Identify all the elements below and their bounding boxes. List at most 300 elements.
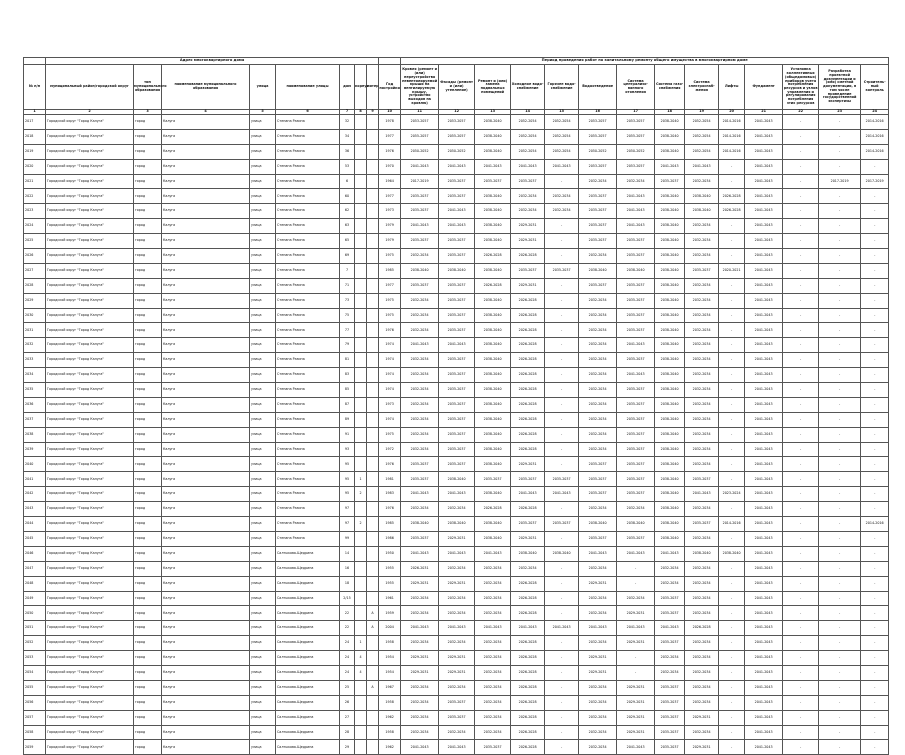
table-cell: 2026-2028 — [511, 397, 545, 412]
table-cell: 2032-2034 — [401, 636, 439, 651]
table-cell: - — [719, 457, 745, 472]
table-cell: 2032-2034 — [475, 680, 511, 695]
table-cell: 2041-2043 — [745, 725, 783, 740]
table-cell: город — [134, 219, 162, 234]
table-cell: 2030 — [24, 308, 46, 323]
table-row — [24, 591, 889, 606]
table-row — [24, 472, 889, 487]
table-cell — [367, 546, 379, 561]
table-cell: 2052-2054 — [685, 129, 719, 144]
table-cell: 2 — [355, 487, 367, 502]
table-cell: 2032-2034 — [685, 368, 719, 383]
table-cell: город — [134, 234, 162, 249]
table-cell: 2050-2052 — [401, 144, 439, 159]
table-cell: 2029-2031 — [617, 680, 655, 695]
table-cell: 2035-2037 — [617, 293, 655, 308]
table-cell: - — [783, 591, 819, 606]
table-cell: 2026-2028 — [511, 606, 545, 621]
column-header: Фасады (ремонт и (или) утепление) — [439, 65, 475, 110]
table-cell — [355, 144, 367, 159]
table-cell: 1964 — [379, 174, 401, 189]
table-cell: - — [545, 576, 579, 591]
table-cell — [355, 427, 367, 442]
table-cell — [367, 397, 379, 412]
table-cell: 1975 — [379, 308, 401, 323]
table-cell: 2023-2024 — [719, 487, 745, 502]
table-cell — [367, 204, 379, 219]
table-cell: 2038-2040 — [655, 517, 685, 532]
table-cell: - — [719, 531, 745, 546]
table-cell: 2035-2037 — [685, 263, 719, 278]
table-cell: 2038-2040 — [401, 263, 439, 278]
table-cell: - — [545, 174, 579, 189]
table-cell: 2035-2037 — [511, 472, 545, 487]
table-cell: 1975 — [379, 427, 401, 442]
table-cell: Городской округ "Город Калуга" — [46, 368, 134, 383]
table-cell: Салтыкова-Щедрина — [276, 725, 340, 740]
table-cell: 1 — [355, 636, 367, 651]
table-cell: 2035-2037 — [655, 591, 685, 606]
table-cell: город — [134, 293, 162, 308]
table-cell: 1970 — [379, 159, 401, 174]
table-cell: 2035-2037 — [475, 472, 511, 487]
table-cell: Салтыкова-Щедрина — [276, 546, 340, 561]
table-cell: 53 — [340, 159, 355, 174]
table-cell: - — [861, 219, 889, 234]
table-cell: - — [719, 636, 745, 651]
table-cell: 2035-2037 — [439, 189, 475, 204]
column-number: 16 — [579, 110, 617, 115]
table-cell — [367, 442, 379, 457]
table-cell: 2032-2034 — [579, 323, 617, 338]
table-cell: 2049 — [24, 591, 46, 606]
table-cell: 2041-2043 — [439, 546, 475, 561]
table-cell: 2035-2037 — [617, 457, 655, 472]
table-cell: город — [134, 368, 162, 383]
table-cell: 2029-2031 — [617, 606, 655, 621]
table-row — [24, 353, 889, 368]
table-cell: 2038-2040 — [475, 353, 511, 368]
table-cell: 2014-2016 — [719, 115, 745, 130]
table-cell: 2041-2043 — [745, 651, 783, 666]
table-cell: 1977 — [379, 278, 401, 293]
table-cell: Калуга — [162, 740, 250, 755]
table-cell: 2032-2034 — [579, 740, 617, 755]
table-cell: - — [719, 725, 745, 740]
table-cell: 2032-2034 — [511, 204, 545, 219]
table-cell: 2032-2034 — [685, 234, 719, 249]
table-cell: Городской округ "Город Калуга" — [46, 531, 134, 546]
table-cell: 2017-2019 — [401, 174, 439, 189]
table-cell: 1958 — [379, 636, 401, 651]
table-row — [24, 189, 889, 204]
table-cell: - — [783, 517, 819, 532]
table-cell: 2035-2037 — [579, 204, 617, 219]
table-cell: 2041-2043 — [745, 353, 783, 368]
table-cell: 1978 — [379, 115, 401, 130]
table-cell: 2041-2043 — [745, 531, 783, 546]
table-cell: 2050-2052 — [439, 144, 475, 159]
table-cell: город — [134, 531, 162, 546]
table-cell: - — [819, 115, 861, 130]
table-cell: 1977 — [379, 129, 401, 144]
table-cell: - — [719, 249, 745, 264]
table-cell: 2032-2034 — [401, 397, 439, 412]
table-cell: город — [134, 561, 162, 576]
table-cell: - — [783, 621, 819, 636]
table-cell: город — [134, 174, 162, 189]
table-cell: 2032-2034 — [579, 442, 617, 457]
table-cell: 2040 — [24, 457, 46, 472]
table-cell: 2026-2028 — [511, 680, 545, 695]
table-cell: 2032-2034 — [401, 710, 439, 725]
table-cell: 65 — [340, 234, 355, 249]
table-cell: Салтыкова-Щедрина — [276, 636, 340, 651]
table-cell: улица — [250, 144, 276, 159]
table-cell: 2053-2057 — [617, 159, 655, 174]
table-cell: 2052-2054 — [685, 115, 719, 130]
table-cell: - — [861, 502, 889, 517]
table-cell: 2035-2037 — [617, 427, 655, 442]
table-cell: - — [783, 472, 819, 487]
table-cell: - — [819, 442, 861, 457]
table-cell: 2041-2043 — [745, 323, 783, 338]
table-cell: 2032-2034 — [579, 412, 617, 427]
table-cell: Городской округ "Город Калуга" — [46, 308, 134, 323]
table-cell: 2029-2031 — [511, 457, 545, 472]
table-cell: 2026-2028 — [511, 353, 545, 368]
table-cell: - — [783, 174, 819, 189]
table-cell: 2055-2057 — [617, 129, 655, 144]
table-cell: 2031 — [24, 323, 46, 338]
table-cell: 2032-2034 — [685, 636, 719, 651]
table-cell: 34 — [340, 129, 355, 144]
table-cell: 2026-2028 — [511, 383, 545, 398]
table-cell: - — [783, 531, 819, 546]
table-cell: 2041-2043 — [511, 487, 545, 502]
table-cell: - — [861, 725, 889, 740]
table-cell: улица — [250, 115, 276, 130]
table-cell — [355, 561, 367, 576]
table-cell: 87 — [340, 397, 355, 412]
table-cell: 2041-2043 — [685, 487, 719, 502]
table-cell: 2058 — [24, 725, 46, 740]
table-cell: 75 — [340, 308, 355, 323]
table-cell: 2052-2054 — [545, 129, 579, 144]
table-cell: 2035-2037 — [401, 189, 439, 204]
table-cell: - — [819, 457, 861, 472]
table-cell: 2038-2040 — [475, 219, 511, 234]
table-cell: 2041-2043 — [579, 546, 617, 561]
table-cell: 93 — [340, 442, 355, 457]
table-cell: улица — [250, 278, 276, 293]
table-cell: 2041-2043 — [745, 263, 783, 278]
table-cell: 1981 — [379, 472, 401, 487]
table-cell: - — [861, 710, 889, 725]
table-cell: 2027 — [24, 263, 46, 278]
table-cell: - — [719, 576, 745, 591]
column-number: 8 — [355, 110, 367, 115]
table-cell: - — [819, 517, 861, 532]
table-cell: - — [719, 278, 745, 293]
table-cell: Калуга — [162, 576, 250, 591]
table-cell: 16 — [340, 561, 355, 576]
table-cell: - — [783, 353, 819, 368]
table-cell: 2035-2037 — [439, 174, 475, 189]
table-cell: 2035-2037 — [401, 531, 439, 546]
table-cell: 2029-2031 — [511, 219, 545, 234]
table-cell: 1973 — [379, 397, 401, 412]
table-cell: Калуга — [162, 219, 250, 234]
table-cell: Городской округ "Город Калуга" — [46, 680, 134, 695]
table-cell: 2004 — [379, 621, 401, 636]
table-cell: 2029-2031 — [511, 531, 545, 546]
table-cell: 2035-2037 — [579, 278, 617, 293]
table-cell: 2041-2043 — [545, 487, 579, 502]
table-cell: 2041-2043 — [745, 129, 783, 144]
table-row — [24, 487, 889, 502]
table-cell: 2035-2037 — [475, 174, 511, 189]
table-cell: - — [719, 174, 745, 189]
table-cell: 2041-2043 — [745, 740, 783, 755]
table-cell: 2026-2028 — [511, 293, 545, 308]
table-cell: 2041-2043 — [401, 546, 439, 561]
table-cell: 2041-2043 — [655, 546, 685, 561]
table-cell: - — [783, 278, 819, 293]
table-cell: 2043 — [24, 502, 46, 517]
table-cell: - — [783, 665, 819, 680]
table-cell: 2033 — [24, 353, 46, 368]
column-header: Фундамент — [745, 65, 783, 110]
table-cell: улица — [250, 338, 276, 353]
table-cell: 2032-2034 — [475, 576, 511, 591]
table-cell: - — [861, 695, 889, 710]
table-cell: - — [783, 234, 819, 249]
table-cell: 2032-2034 — [439, 636, 475, 651]
table-cell — [367, 383, 379, 398]
table-cell: 2029-2031 — [401, 576, 439, 591]
table-cell: город — [134, 606, 162, 621]
table-cell: Городской округ "Город Калуга" — [46, 219, 134, 234]
table-cell: 2032-2034 — [579, 338, 617, 353]
table-cell: - — [861, 189, 889, 204]
table-cell — [367, 651, 379, 666]
table-cell: Калуга — [162, 308, 250, 323]
table-cell: 2024 — [24, 219, 46, 234]
table-cell: 2055-2057 — [401, 129, 439, 144]
table-cell: Городской округ "Город Калуга" — [46, 710, 134, 725]
table-row — [24, 397, 889, 412]
table-cell: 2041-2043 — [745, 115, 783, 130]
table-cell: 81 — [340, 353, 355, 368]
table-cell: 2041-2043 — [617, 338, 655, 353]
table-cell: 60 — [340, 189, 355, 204]
table-cell: улица — [250, 412, 276, 427]
table-cell: - — [719, 651, 745, 666]
table-cell: - — [545, 680, 579, 695]
table-cell: 2035-2037 — [401, 472, 439, 487]
table-cell: 2041-2043 — [475, 621, 511, 636]
table-cell: Калуга — [162, 115, 250, 130]
table-cell: 2032-2034 — [579, 680, 617, 695]
table-cell: 2041-2043 — [745, 204, 783, 219]
table-cell — [355, 368, 367, 383]
table-cell: 2041-2043 — [745, 695, 783, 710]
table-cell: 2022 — [24, 189, 46, 204]
table-cell — [355, 189, 367, 204]
table-cell: Калуга — [162, 293, 250, 308]
table-cell: город — [134, 204, 162, 219]
table-cell: 2035-2037 — [511, 517, 545, 532]
table-cell: Салтыкова-Щедрина — [276, 576, 340, 591]
table-cell — [355, 234, 367, 249]
table-cell: 1973 — [379, 204, 401, 219]
table-cell: 2041-2043 — [745, 249, 783, 264]
table-cell: Калуга — [162, 323, 250, 338]
column-number: 13 — [475, 110, 511, 115]
table-cell: Городской округ "Город Калуга" — [46, 442, 134, 457]
table-cell: 2035-2037 — [545, 472, 579, 487]
table-cell: 2041-2043 — [617, 204, 655, 219]
column-header: Холодное водо-снабжение — [511, 65, 545, 110]
table-cell — [355, 219, 367, 234]
table-cell: Городской округ "Город Калуга" — [46, 591, 134, 606]
table-cell: - — [545, 293, 579, 308]
table-row — [24, 665, 889, 680]
column-header: Установка коллективных (общедомовых) приборов учета потребления ресурсов и узлов управления и регулирования потребления этих ресурсов — [783, 65, 819, 110]
table-cell: город — [134, 576, 162, 591]
table-cell: - — [783, 129, 819, 144]
table-cell: 2035-2037 — [439, 397, 475, 412]
table-row — [24, 278, 889, 293]
table-cell: 2032-2034 — [685, 278, 719, 293]
table-cell: - — [783, 740, 819, 755]
group-header-address: Адрес многоквартирного дома — [46, 58, 379, 65]
table-cell: Городской округ "Город Калуга" — [46, 487, 134, 502]
table-cell: Салтыкова-Щедрина — [276, 695, 340, 710]
table-cell — [355, 606, 367, 621]
table-cell: 1972 — [379, 442, 401, 457]
table-cell: город — [134, 621, 162, 636]
table-cell: - — [861, 338, 889, 353]
table-cell: - — [783, 368, 819, 383]
table-cell: 2038-2040 — [617, 517, 655, 532]
table-cell — [367, 263, 379, 278]
column-number: 4 — [162, 110, 250, 115]
table-cell: 2038-2040 — [655, 189, 685, 204]
table-cell: Калуга — [162, 368, 250, 383]
table-cell: 24 — [340, 651, 355, 666]
table-cell: 95 — [340, 487, 355, 502]
table-cell: 2032-2034 — [401, 383, 439, 398]
table-cell: 2026-2028 — [511, 710, 545, 725]
table-cell: 79 — [340, 338, 355, 353]
table-cell — [367, 115, 379, 130]
table-cell: Городской округ "Город Калуга" — [46, 353, 134, 368]
table-cell: 2037 — [24, 412, 46, 427]
table-cell: 2035-2037 — [545, 517, 579, 532]
table-cell: - — [783, 115, 819, 130]
table-cell: Степана Разина — [276, 249, 340, 264]
table-cell: 24 — [340, 636, 355, 651]
table-cell: 2041-2043 — [745, 383, 783, 398]
table-cell: Городской округ "Город Калуга" — [46, 725, 134, 740]
table-cell: Городской округ "Город Калуга" — [46, 651, 134, 666]
table-cell: 2029-2031 — [439, 576, 475, 591]
table-row — [24, 725, 889, 740]
table-cell — [367, 665, 379, 680]
table-cell: 2032-2034 — [617, 174, 655, 189]
table-cell: 2041-2043 — [511, 621, 545, 636]
table-cell: 2032-2034 — [579, 308, 617, 323]
table-cell: 2032-2034 — [685, 219, 719, 234]
table-cell: 2026-2028 — [511, 338, 545, 353]
table-cell: - — [719, 740, 745, 755]
table-cell: 2032-2034 — [401, 323, 439, 338]
table-cell: 2026-2028 — [511, 665, 545, 680]
table-cell: 2050-2052 — [617, 144, 655, 159]
table-cell: улица — [250, 531, 276, 546]
table-cell: 1983 — [379, 487, 401, 502]
table-cell: 2041-2043 — [745, 665, 783, 680]
table-cell: улица — [250, 219, 276, 234]
table-cell: Калуга — [162, 174, 250, 189]
column-number: 15 — [545, 110, 579, 115]
table-cell: 2032-2034 — [685, 383, 719, 398]
table-cell: 2041-2043 — [511, 159, 545, 174]
table-cell: 91 — [340, 427, 355, 442]
table-cell: 1976 — [379, 502, 401, 517]
table-cell: 2052-2054 — [511, 115, 545, 130]
table-cell: Калуга — [162, 725, 250, 740]
table-cell: 2035-2037 — [655, 174, 685, 189]
table-cell: 2014-2016 — [861, 129, 889, 144]
table-cell: улица — [250, 576, 276, 591]
table-cell: город — [134, 338, 162, 353]
table-cell: - — [545, 442, 579, 457]
table-cell: 2032-2034 — [685, 725, 719, 740]
table-cell: 2032-2034 — [401, 695, 439, 710]
table-cell: 2035-2037 — [617, 234, 655, 249]
table-cell: 2026-2028 — [719, 189, 745, 204]
table-cell: Городской округ "Город Калуга" — [46, 249, 134, 264]
table-cell: 2035-2037 — [617, 397, 655, 412]
table-cell: 2038-2040 — [475, 338, 511, 353]
table-cell: 2039 — [24, 442, 46, 457]
table-cell: 2032-2034 — [401, 412, 439, 427]
table-cell: 2041-2043 — [655, 621, 685, 636]
table-cell: 2014-2016 — [719, 129, 745, 144]
table-cell: 2032-2034 — [439, 680, 475, 695]
table-cell: 2035-2037 — [617, 472, 655, 487]
table-cell: Степана Разина — [276, 457, 340, 472]
table-cell: Городской округ "Город Калуга" — [46, 621, 134, 636]
table-cell: улица — [250, 546, 276, 561]
table-row — [24, 621, 889, 636]
table-cell: 2032-2034 — [685, 576, 719, 591]
table-cell: 2035-2037 — [511, 263, 545, 278]
table-cell: 28 — [340, 725, 355, 740]
table-cell: 2032-2034 — [685, 397, 719, 412]
table-cell: 2038-2040 — [475, 397, 511, 412]
table-cell: 2035-2037 — [617, 383, 655, 398]
table-cell — [367, 472, 379, 487]
table-cell: город — [134, 591, 162, 606]
column-header: Разработка проектной документации и (или) сметной документации, в том числе проведение государственной экспертизы — [819, 65, 861, 110]
table-cell: 2026-2028 — [511, 323, 545, 338]
table-cell: 2038-2040 — [475, 189, 511, 204]
table-cell: - — [545, 427, 579, 442]
